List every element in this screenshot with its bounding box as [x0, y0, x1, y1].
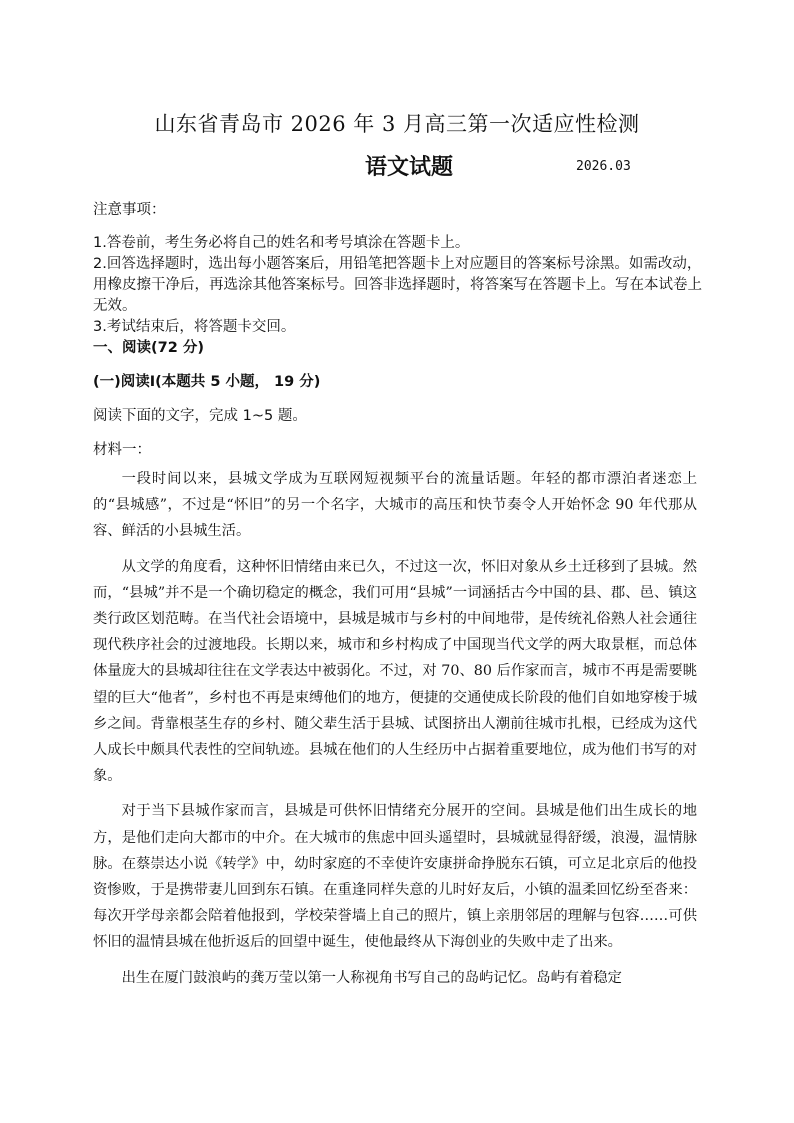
reading-passage: [93, 466, 697, 1000]
passage-paragraph: 对于当下县城作家而言，县城是可供怀旧情绪充分展开的空间。县城是他们出生成长的地方，是他们走向大都市的中介。在大城市的焦虑中回头遥望时，县城就显得舒缓，浪漫，温情脉脉。在蔡崇达小说《转学》中，幼时家庭的不幸使许安康拼命挣脱东石镇，可立足北京后的他投资惨败，于是携带妻儿回到东石镇。在重逢同样失意的儿时好友后，小镇的温柔回忆纷至沓来：每次开学母亲都会陪着他报到，学校荣誉墙上自己的照片，镇上亲朋邻居的理解与包容……可供怀旧的温情县城在他折返后的回望中诞生，使他最终从下海创业的失败中走了出来。: [93, 803, 697, 951]
exam-title: 山东省青岛市 2026 年 3 月高三第一次适应性检测: [154, 112, 640, 136]
material-label: 材料一：: [93, 442, 151, 458]
notice-list: [93, 233, 703, 338]
subject-title: 语文试题: [365, 155, 454, 180]
passage-paragraph: 出生在厦门鼓浪屿的龚万莹以第一人称视角书写自己的岛屿记忆。岛屿有着稳定: [121, 969, 622, 986]
question-instruction: 阅读下面的文字，完成 1~5 题。: [93, 408, 307, 424]
exam-date: 2026.03: [576, 159, 631, 174]
notice-heading: 注意事项：: [93, 202, 166, 218]
passage-paragraph: 一段时间以来，县城文学成为互联网短视频平台的流量话题。年轻的都市漂泊者迷恋上的“县城感”，不过是“怀旧”的另一个名字，大城市的高压和快节奏令人开始怀念 90 年代那从容、鲜活的小县城生活。: [93, 471, 697, 540]
notice-item: 3.考试结束后，将答题卡交回。: [93, 319, 296, 335]
sub-section-title: (一)阅读Ⅰ(本题共 5 小题， 19 分): [93, 374, 321, 390]
notice-item: 2.回答选择题时，选出每小题答案后，用铅笔把答题卡上对应题目的答案标号涂黑。如需改动，用橡皮擦干净后，再选涂其他答案标号。回答非选择题时，将答案写在答题卡上。写在本试卷上无效。: [93, 256, 702, 314]
passage-paragraph: 从文学的角度看，这种怀旧情绪由来已久，不过这一次，怀旧对象从乡土迁移到了县城。然而，“县城”并不是一个确切稳定的概念，我们可用“县城”一词涵括古今中国的县、郡、邑、镇这类行政区划范畴。在当代社会语境中，县城是城市与乡村的中间地带，是传统礼俗熟人社会通往现代秩序社会的过渡地段。长期以来，城市和乡村构成了中国现当代文学的两大取景框，而总体体量庞大的县城却往往在文学表达中被弱化。不过，对 70、80 后作家而言，城市不再是需要眺望的巨大“他者”，乡村也不再是束缚他们的地方，便捷的交通使成长阶段的他们自如地穿梭于城乡之间。背靠根茎生存的乡村、随父辈生活于县城、试图挤出人潮前往城市扎根，已经成为这代人成长中颇具代表性的空间轨迹。县城在他们的人生经历中占据着重要地位，成为他们书写的对象。: [93, 558, 697, 785]
part-title: 一、阅读(72 分): [93, 340, 204, 356]
notice-item: 1.答卷前，考生务必将自己的姓名和考号填涂在答题卡上。: [93, 235, 470, 251]
